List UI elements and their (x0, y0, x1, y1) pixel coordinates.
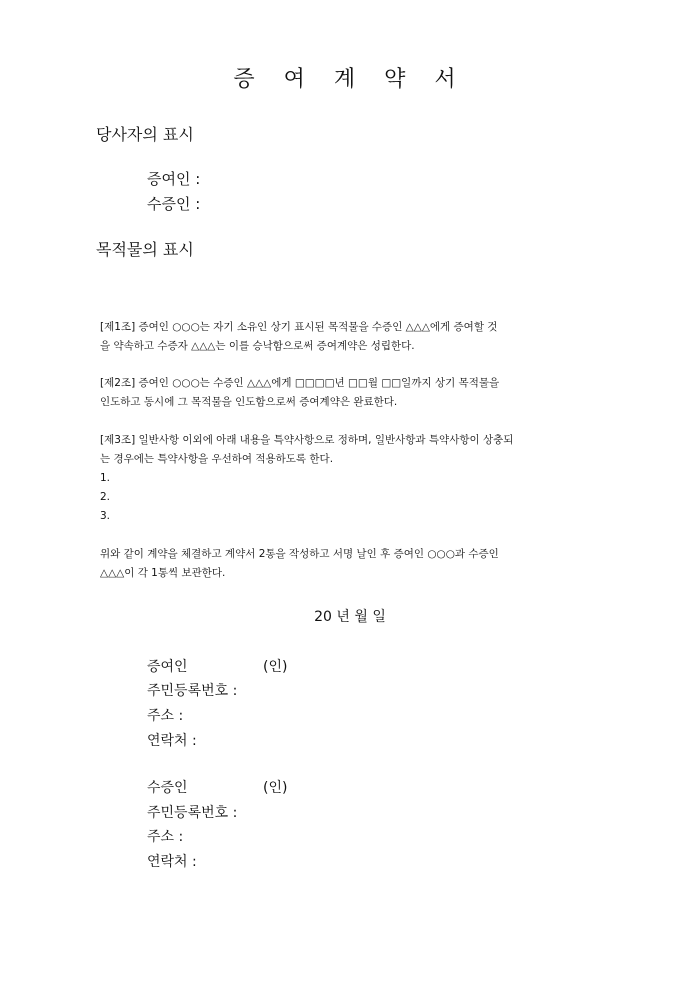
donor-contact-label: 연락처 : (147, 733, 197, 749)
section-heading-parties: 당사자의 표시 (96, 125, 194, 144)
special-term-item-3: 3. (100, 510, 111, 522)
section-heading-object: 목적물의 표시 (96, 240, 194, 259)
article-1-line-1: [제1조] 증여인 ○○○는 자기 소유인 상기 표시된 목적물을 수증인 △△△에게 증여할 것 (100, 321, 498, 333)
closing-paragraph (100, 545, 600, 583)
donee-rrn-label: 주민등록번호 : (147, 805, 238, 821)
donee-party-label: 수증인 : (147, 195, 201, 213)
article-1 (100, 318, 600, 356)
special-term-item-2: 2. (100, 491, 111, 503)
donor-party-label: 증여인 : (147, 170, 201, 188)
article-1-line-2: 을 약속하고 수증자 △△△는 이를 승낙함으로써 증여계약은 성립한다. (100, 340, 415, 352)
article-3-line-2: 는 경우에는 특약사항을 우선하여 적용하도록 한다. (100, 453, 334, 465)
article-2-line-1: [제2조] 증여인 ○○○는 수증인 △△△에게 □□□□년 □□월 □□일까지 상기 목적물을 (100, 377, 500, 389)
donor-signature-label: 증여인 (147, 659, 188, 675)
article-2-line-2: 인도하고 동시에 그 목적물을 인도함으로써 증여계약은 완료한다. (100, 396, 398, 408)
closing-line-1: 위와 같이 계약을 체결하고 계약서 2통을 작성하고 서명 날인 후 증여인 ○○○과 수증인 (100, 548, 499, 560)
donee-address-label: 주소 : (147, 829, 184, 845)
special-term-item-1: 1. (100, 472, 111, 484)
article-3-line-1: [제3조] 일반사항 이외에 아래 내용을 특약사항으로 정하며, 일반사항과 특약사항이 상충되 (100, 434, 514, 446)
document-title: 증 여 계 약 서 (233, 67, 467, 92)
closing-line-2: △△△이 각 1통씩 보관한다. (100, 567, 226, 579)
donor-rrn-label: 주민등록번호 : (147, 683, 238, 699)
donee-contact-label: 연락처 : (147, 854, 197, 870)
contract-date: 20 년 월 일 (314, 609, 386, 625)
donee-signature-label: 수증인 (147, 780, 188, 796)
donor-address-label: 주소 : (147, 708, 184, 724)
article-2 (100, 374, 600, 412)
donee-seal-mark: (인) (263, 780, 288, 796)
article-3 (100, 431, 600, 526)
donor-seal-mark: (인) (263, 659, 288, 675)
